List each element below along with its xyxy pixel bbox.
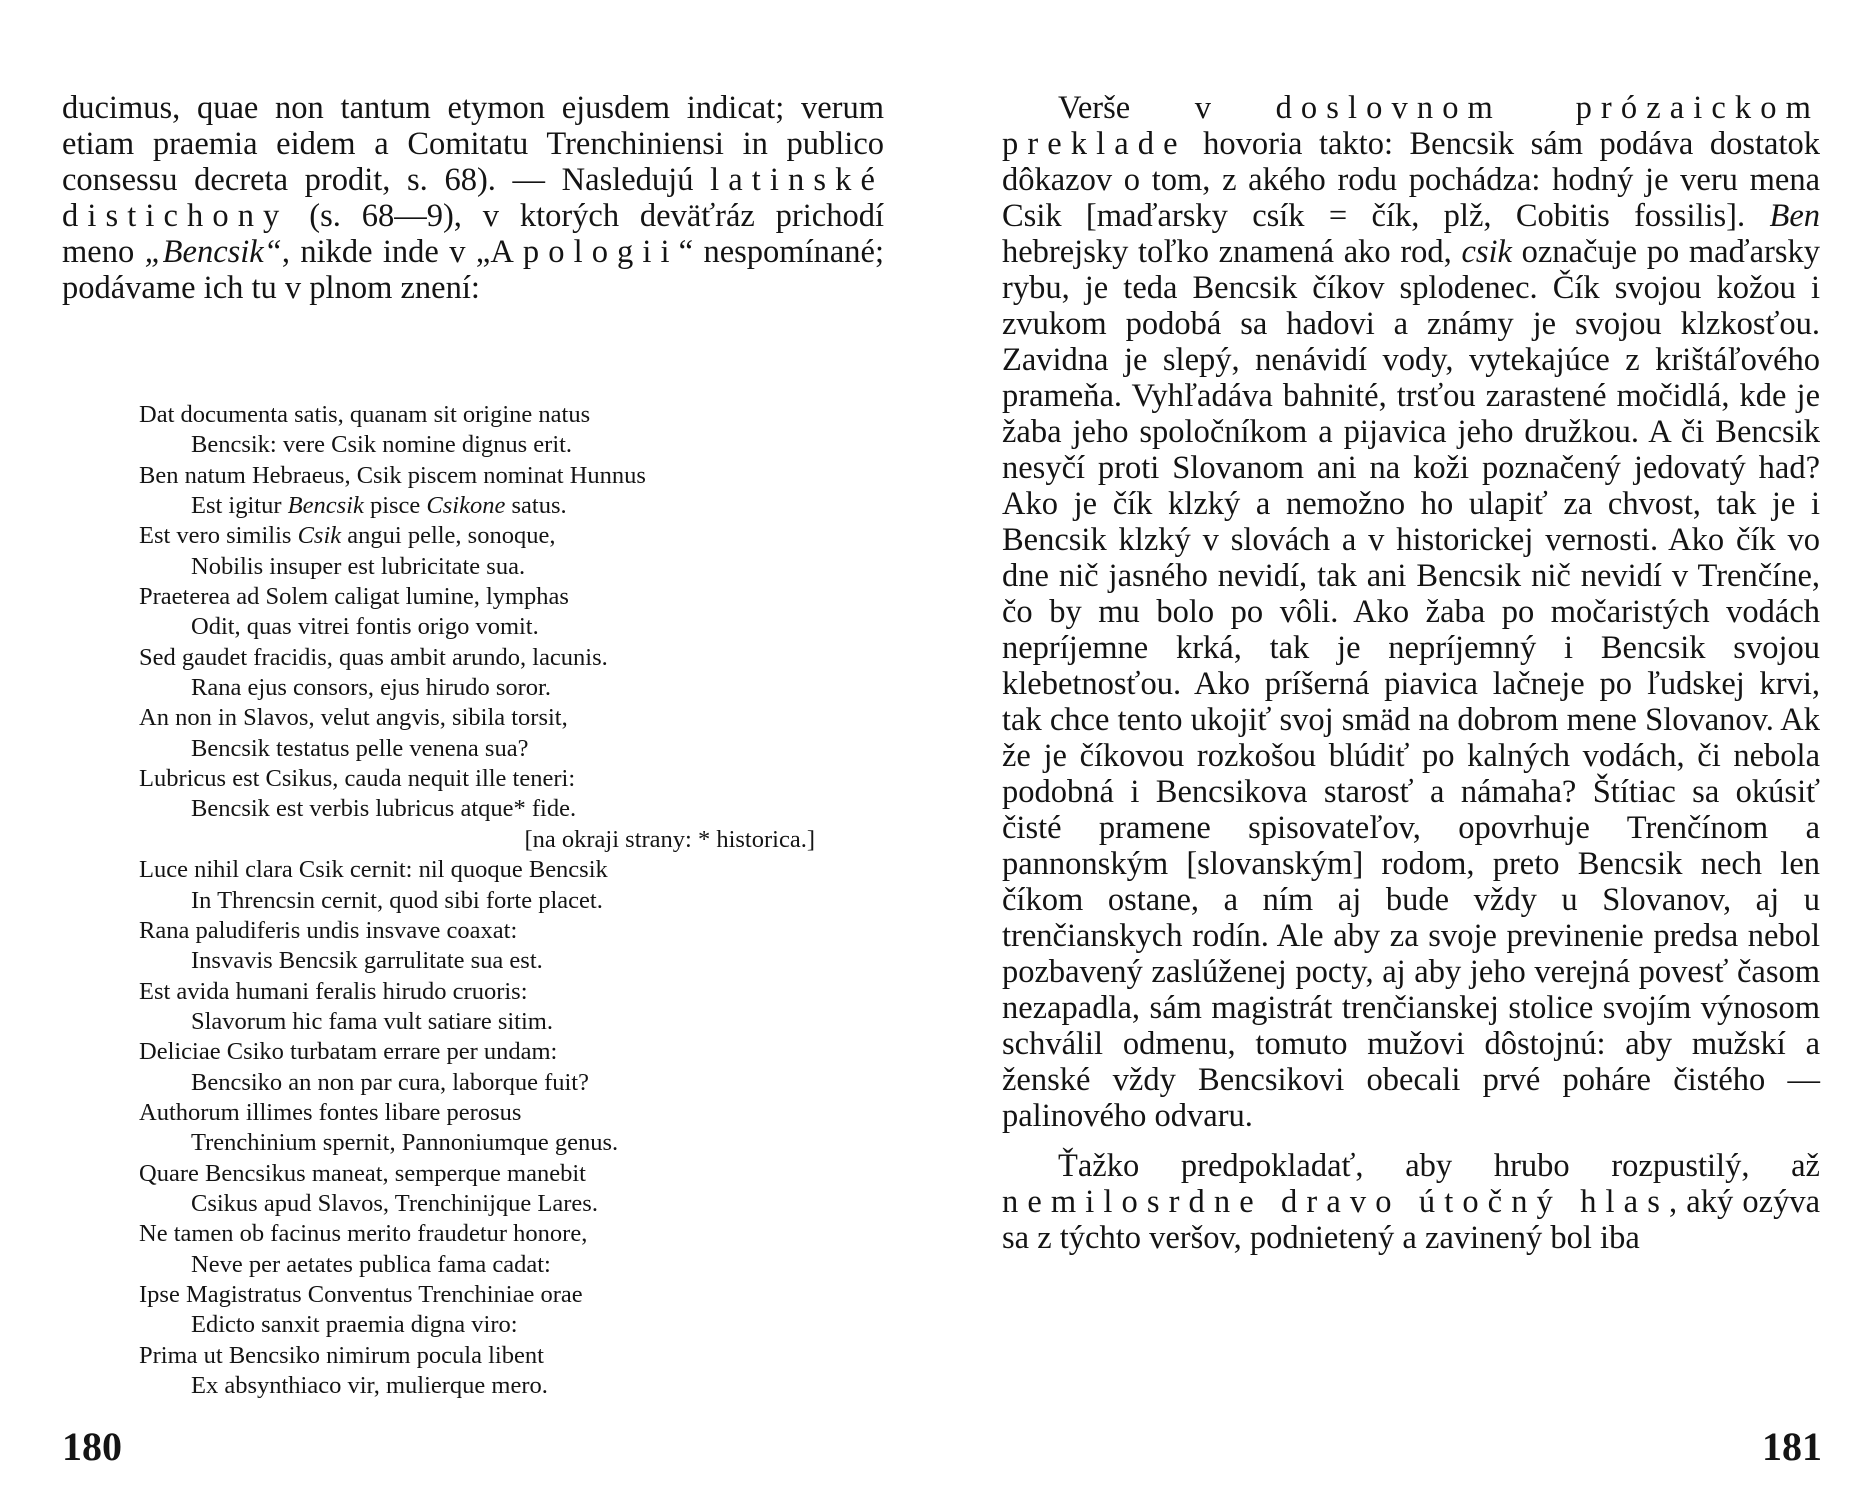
verse-text: satus.	[505, 492, 567, 520]
verse-line: Quare Bencsikus maneat, semperque manebit	[139, 1159, 586, 1187]
verse-line: Praeterea ad Solem caligat lumine, lymphas	[139, 583, 569, 611]
verse-line: Deliciae Csiko turbatam errare per undam:	[139, 1038, 558, 1066]
verse-line: An non in Slavos, velut angvis, sibila torsit,	[139, 704, 568, 732]
verse-line: Nobilis insuper est lubricitate sua.	[191, 552, 526, 580]
left-text-spaced-apologii: Apologii	[490, 234, 679, 270]
verse-text: Est igitur	[191, 492, 288, 520]
verse-line: Insvavis Bencsik garrulitate sua est.	[191, 947, 543, 975]
verse-line: Slavorum hic fama vult satiare sitim.	[191, 1007, 553, 1035]
right-p2-text-3: , aký ozýva sa z týchto veršov, podnietený a zavinený bol iba	[1002, 1184, 1820, 1256]
right-p2-text-spaced: nemilosrdne dravo útočný hlas	[1002, 1184, 1669, 1220]
verse-italic-word: Bencsik	[287, 492, 364, 520]
right-p1-text-7: označuje po maďarsky rybu, je teda Bencsik číkov splodenec. Čík svojou kožou i zvukom podobá sa hadovi a známy je svojou klzkosťou. Zavidna je slepý, nenávidí vody, vytekajúce z krištáľového prameňa. Vyhľadáva bahnité, trsťou zarastené močidlá, kde je žaba jeho spoločníkom a pijavica jeho družkou. A či Bencsik nesyčí proti Slovanom ani na koži poznačený jedovatý had? Ako je čík klzký a nemožno ho ulapiť za chvost, tak je i Bencsik klzký v slovách a v historickej vernosti. Ako čík vo dne nič jasného nevidí, tak ani Bencsik nič nevidí v Trenčíne, čo by mu bolo po vôli. Ako žaba po močaristých vodách nepríjemne krká, tak je nepríjemný i Bencsik svojou klebetnosťou. Ako príšerná piavica lačneje po ľudskej krvi, tak chce tento ukojiť svoj smäd na dobrom mene Slovanov. Ak že je číkovou rozkošou blúdiť po kalných vodách, či nebola podobná i Bencsikova starosť a námaha? Štítiac sa okúsiť čisté pramene spisovateľov, opovrhuje Trenčínom a pannonským [slovanským] rodom, preto Bencsik nech len číkom ostane, a ním aj bude vždy u Slovanov, aj u trenčianskych rodín. Ale aby za svoje previnenie predsa nebol pozbavený zaslúženej pocty, aj aby jeho verejná povesť časom nezapadla, sám magistrát trenčianskej stolice svojím výnosom schválil odmenu, tomuto mužovi dôstojnú: aby mužskí a ženské vždy Bencsikovi obecali prvé poháre čistého — palinového odvaru.	[1002, 234, 1821, 1134]
verse-line: Neve per aetates publica fama cadat:	[191, 1250, 551, 1278]
verse-line	[139, 521, 819, 551]
verse-line: Trenchinium spernit, Pannoniumque genus.	[191, 1129, 619, 1157]
left-text-3: (s. 68—9), v ktorých deväťráz prichodí meno	[62, 198, 884, 270]
verse-line: Bencsik: vere Csik nomine dignus erit.	[191, 431, 573, 459]
right-page-prose	[1002, 90, 1820, 1256]
left-page-prose	[62, 90, 884, 306]
left-text-1: ducimus, quae non tantum etymon ejusdem indicat; verum etiam praemia eidem a Comitatu Trenchiniensi in publico consessu decreta prodit, s. 68). — Nasledujú	[62, 90, 884, 198]
verse-line: Rana ejus consors, ejus hirudo soror.	[191, 674, 551, 702]
right-p1-text-5: hebrejsky toľko znamená ako rod,	[1002, 234, 1462, 270]
page-number-right: 181	[1762, 1424, 1822, 1469]
page-number-left: 180	[62, 1424, 122, 1469]
verse-line: Lubricus est Csikus, cauda nequit ille teneri:	[139, 765, 576, 793]
verse-line: Odit, quas vitrei fontis origo vomit.	[191, 613, 539, 641]
verse-line: Ipse Magistratus Conventus Trenchiniae orae	[139, 1280, 583, 1308]
verse-line: Ex absynthiaco vir, mulierque mero.	[191, 1372, 548, 1399]
verse-line: Bencsik est verbis lubricus atque* fide.	[191, 795, 577, 823]
left-paragraph	[62, 90, 884, 306]
right-p1-text-spaced: doslovnom prózaickom preklade	[1002, 90, 1820, 162]
latin-distichs	[139, 400, 819, 1401]
verse-line: Ne tamen ob facinus merito fraudetur honore,	[139, 1220, 588, 1248]
left-text-bencsik-italic: „Bencsik“	[144, 234, 282, 270]
verse-line: Sed gaudet fracidis, quas ambit arundo, lacunis.	[139, 643, 608, 671]
right-paragraph-1	[1002, 90, 1820, 1134]
verse-line: Bencsiko an non par cura, laborque fuit?	[191, 1068, 589, 1096]
verse-line	[139, 491, 819, 521]
left-text-spaced-distichony: latinské distichony	[62, 162, 884, 234]
verse-text: Est vero similis	[139, 522, 298, 550]
verse-italic-word: Csik	[297, 522, 342, 550]
right-p1-text-1: Verše v	[1058, 90, 1276, 126]
verse-line: Prima ut Bencsiko nimirum pocula libent	[139, 1341, 544, 1369]
verse-text: angui pelle, sonoque,	[341, 522, 556, 550]
verse-line: Dat documenta satis, quanam sit origine natus	[139, 401, 591, 428]
right-p1-text-csik-italic: csik	[1461, 234, 1512, 270]
left-text-7: “ nespomínané; podávame ich tu v plnom znení:	[62, 234, 884, 306]
right-p1-text-ben-italic: Ben	[1769, 198, 1820, 234]
verse-line: Est avida humani feralis hirudo cruoris:	[139, 977, 528, 1005]
margin-note-line: [na okraji strany: * historica.]	[524, 825, 815, 853]
verse-line: Authorum illimes fontes libare perosus	[139, 1098, 522, 1126]
verse-line: Csikus apud Slavos, Trenchinijque Lares.	[191, 1189, 598, 1217]
right-p2-text-1: Ťažko predpokladať, aby hrubo rozpustilý, až	[1058, 1148, 1820, 1184]
verse-line: Edicto sanxit praemia digna viro:	[191, 1311, 518, 1339]
right-paragraph-2	[1002, 1148, 1820, 1256]
verse-line: Rana paludiferis undis insvave coaxat:	[139, 916, 518, 944]
verse-text: pisce	[363, 492, 427, 520]
left-text-5: , nikde inde v „	[281, 234, 491, 270]
verse-line: Ben natum Hebraeus, Csik piscem nominat Hunnus	[139, 461, 646, 489]
right-page	[935, 0, 1870, 1500]
verse-italic-word: Csikone	[426, 492, 506, 520]
verse-line: Luce nihil clara Csik cernit: nil quoque Bencsik	[139, 856, 608, 884]
verse-line: In Threncsin cernit, quod sibi forte placet.	[191, 886, 603, 914]
right-p1-text-3: hovoria takto: Bencsik sám podáva dostatok dôkazov o tom, z akého rodu pochádza: hodný je veru mena Csik [maďarsky csík = čík, plž, Cobitis fossilis].	[1002, 126, 1820, 234]
verse-line: Bencsik testatus pelle venena sua?	[191, 734, 529, 762]
